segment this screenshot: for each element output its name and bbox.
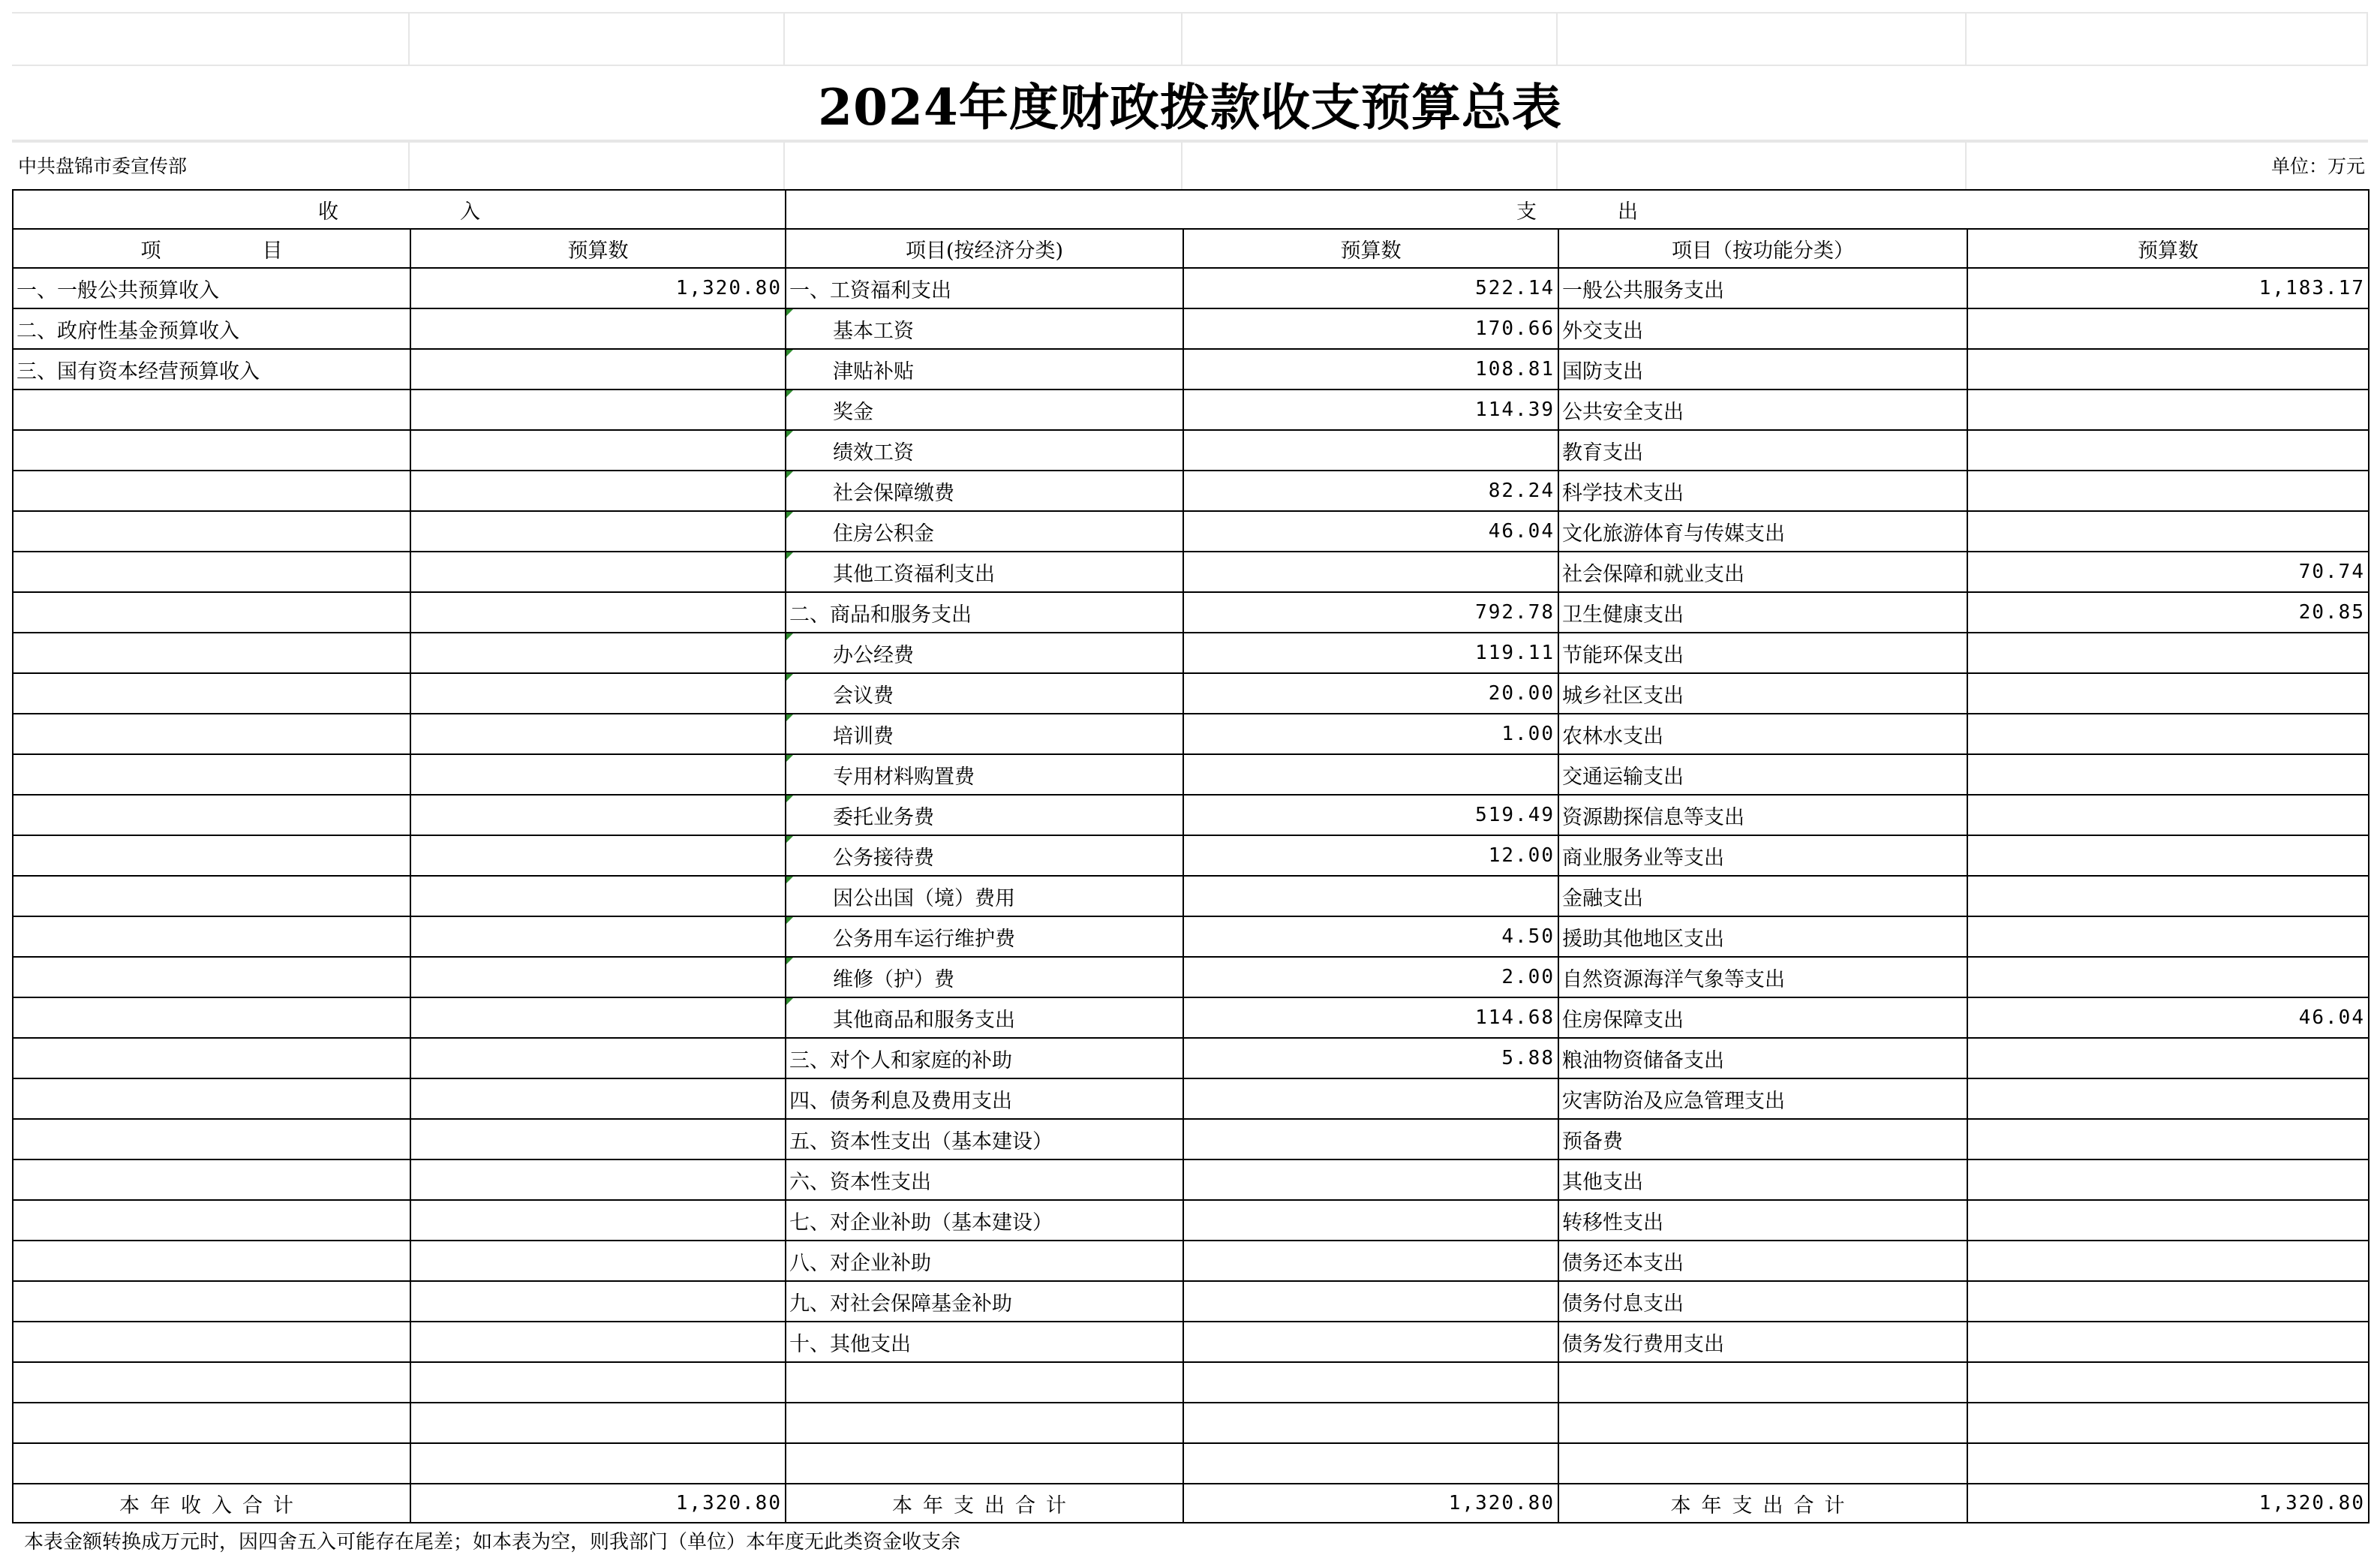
table-row <box>13 511 2369 552</box>
func-value-cell <box>1967 1200 2369 1241</box>
income-value-cell <box>410 1281 786 1322</box>
income-item-cell: 三、国有资本经营预算收入 <box>13 349 410 389</box>
econ-value-cell <box>1183 1119 1558 1159</box>
func-item-cell: 社会保障和就业支出 <box>1558 552 1967 592</box>
income-item-cell: 二、政府性基金预算收入 <box>13 308 410 349</box>
func-item-cell: 交通运输支出 <box>1558 754 1967 795</box>
func-item-cell: 债务付息支出 <box>1558 1281 1967 1322</box>
page-title: 2024年度财政拨款收支预算总表 <box>818 77 1562 137</box>
func-item-cell: 援助其他地区支出 <box>1558 916 1967 957</box>
income-item-cell <box>13 957 410 997</box>
totals-row <box>13 1484 2369 1523</box>
table-row <box>13 795 2369 835</box>
func-budget-header: 预算数 <box>1967 229 2369 268</box>
table-row <box>13 430 2369 471</box>
econ-item-cell: 办公经费 <box>786 633 1183 673</box>
econ-item-cell: 五、资本性支出（基本建设） <box>786 1119 1183 1159</box>
table-row <box>13 308 2369 349</box>
income-item-cell <box>13 389 410 430</box>
func-item-cell: 粮油物资储备支出 <box>1558 1038 1967 1078</box>
func-value-cell <box>1967 1119 2369 1159</box>
func-value-cell: 70.74 <box>1967 552 2369 592</box>
econ-item-cell: 公务用车运行维护费 <box>786 916 1183 957</box>
income-value-cell <box>410 308 786 349</box>
func-item-cell: 国防支出 <box>1558 349 1967 389</box>
econ-value-cell <box>1183 1241 1558 1281</box>
income-item-cell <box>13 714 410 754</box>
econ-item-cell: 一、工资福利支出 <box>786 268 1183 308</box>
income-item-cell <box>13 835 410 876</box>
func-value-cell <box>1967 349 2369 389</box>
econ-item-cell: 专用材料购置费 <box>786 754 1183 795</box>
income-item-cell <box>13 1362 410 1403</box>
footnote: 本表金额转换成万元时，因四舍五入可能存在尾差；如本表为空，则我部门（单位）本年度无此类资金收支余 <box>24 1531 961 1553</box>
econ-value-cell: 522.14 <box>1183 268 1558 308</box>
econ-item-cell: 绩效工资 <box>786 430 1183 471</box>
income-item-cell <box>13 1159 410 1200</box>
table-row <box>13 876 2369 916</box>
income-item-cell <box>13 430 410 471</box>
table-row <box>13 633 2369 673</box>
income-item-cell <box>13 673 410 714</box>
econ-value-cell: 119.11 <box>1183 633 1558 673</box>
func-value-cell: 1,183.17 <box>1967 268 2369 308</box>
func-value-cell <box>1967 389 2369 430</box>
income-group-header: 收 入 <box>13 190 786 229</box>
func-value-cell <box>1967 1281 2369 1322</box>
table-row <box>13 471 2369 511</box>
econ-item-cell: 因公出国（境）费用 <box>786 876 1183 916</box>
func-item-cell: 其他支出 <box>1558 1159 1967 1200</box>
income-item-cell <box>13 1200 410 1241</box>
econ-item-cell: 其他商品和服务支出 <box>786 997 1183 1038</box>
income-value-cell <box>410 1159 786 1200</box>
table-row <box>13 1119 2369 1159</box>
func-item-cell: 公共安全支出 <box>1558 389 1967 430</box>
func-item-cell: 自然资源海洋气象等支出 <box>1558 957 1967 997</box>
func-item-cell: 商业服务业等支出 <box>1558 835 1967 876</box>
func-item-cell <box>1558 1443 1967 1484</box>
table-row <box>13 916 2369 957</box>
econ-item-cell: 六、资本性支出 <box>786 1159 1183 1200</box>
func-value-cell <box>1967 957 2369 997</box>
func-value-cell <box>1967 1241 2369 1281</box>
func-item-cell: 文化旅游体育与传媒支出 <box>1558 511 1967 552</box>
func-item-cell <box>1558 1403 1967 1443</box>
func-value-cell <box>1967 308 2369 349</box>
column-header-row <box>13 229 2369 268</box>
table-row <box>13 1322 2369 1362</box>
income-item-cell <box>13 592 410 633</box>
econ-value-cell <box>1183 1281 1558 1322</box>
func-item-cell: 外交支出 <box>1558 308 1967 349</box>
table-row <box>13 1362 2369 1403</box>
func-value-cell <box>1967 1443 2369 1484</box>
income-value-cell <box>410 389 786 430</box>
func-value-cell <box>1967 1159 2369 1200</box>
table-row <box>13 1241 2369 1281</box>
grid-cell <box>1558 143 1967 189</box>
income-value-cell <box>410 1119 786 1159</box>
func-value-cell <box>1967 714 2369 754</box>
econ-item-cell: 奖金 <box>786 389 1183 430</box>
func-value-cell <box>1967 633 2369 673</box>
econ-item-cell: 二、商品和服务支出 <box>786 592 1183 633</box>
table-row <box>13 268 2369 308</box>
func-value-cell: 46.04 <box>1967 997 2369 1038</box>
func-value-cell <box>1967 511 2369 552</box>
income-value-cell <box>410 1078 786 1119</box>
income-item-cell <box>13 471 410 511</box>
econ-item-header: 项目(按经济分类) <box>786 229 1183 268</box>
econ-value-cell: 4.50 <box>1183 916 1558 957</box>
econ-value-cell: 792.78 <box>1183 592 1558 633</box>
func-item-cell: 节能环保支出 <box>1558 633 1967 673</box>
func-value-cell <box>1967 430 2369 471</box>
func-value-cell <box>1967 673 2369 714</box>
table-row <box>13 1281 2369 1322</box>
income-item-cell <box>13 552 410 592</box>
func-item-cell: 债务发行费用支出 <box>1558 1322 1967 1362</box>
income-budget-header: 预算数 <box>410 229 786 268</box>
econ-total-value: 1,320.80 <box>1183 1484 1558 1523</box>
econ-item-cell: 委托业务费 <box>786 795 1183 835</box>
income-value-cell <box>410 471 786 511</box>
func-value-cell <box>1967 1403 2369 1443</box>
income-value-cell <box>410 876 786 916</box>
table-row <box>13 1078 2369 1119</box>
income-value-cell <box>410 1443 786 1484</box>
income-item-cell <box>13 1038 410 1078</box>
econ-item-cell: 七、对企业补助（基本建设） <box>786 1200 1183 1241</box>
func-item-cell: 农林水支出 <box>1558 714 1967 754</box>
func-item-cell <box>1558 1362 1967 1403</box>
income-item-cell <box>13 1403 410 1443</box>
econ-value-cell: 46.04 <box>1183 511 1558 552</box>
table-row <box>13 1159 2369 1200</box>
expense-group-header: 支 出 <box>786 190 2369 229</box>
table-row <box>13 1200 2369 1241</box>
table-row <box>13 997 2369 1038</box>
table-row <box>13 957 2369 997</box>
table-row <box>13 754 2369 795</box>
income-item-cell <box>13 1119 410 1159</box>
table-row <box>13 1038 2369 1078</box>
func-item-cell: 住房保障支出 <box>1558 997 1967 1038</box>
income-item-cell <box>13 916 410 957</box>
econ-value-cell: 519.49 <box>1183 795 1558 835</box>
func-item-cell: 灾害防治及应急管理支出 <box>1558 1078 1967 1119</box>
func-total-value: 1,320.80 <box>1967 1484 2369 1523</box>
grid-cell <box>410 143 785 189</box>
income-value-cell <box>410 592 786 633</box>
econ-value-cell: 114.68 <box>1183 997 1558 1038</box>
econ-value-cell: 20.00 <box>1183 673 1558 714</box>
econ-item-cell <box>786 1403 1183 1443</box>
func-value-cell <box>1967 1038 2369 1078</box>
grid-cell <box>785 143 1182 189</box>
econ-value-cell <box>1183 1200 1558 1241</box>
econ-item-cell <box>786 1443 1183 1484</box>
income-value-cell <box>410 633 786 673</box>
econ-item-cell: 公务接待费 <box>786 835 1183 876</box>
econ-value-cell <box>1183 430 1558 471</box>
blank-row <box>12 12 2368 66</box>
func-item-cell: 教育支出 <box>1558 430 1967 471</box>
econ-item-cell: 培训费 <box>786 714 1183 754</box>
econ-budget-header: 预算数 <box>1183 229 1558 268</box>
income-item-cell <box>13 1322 410 1362</box>
table-row <box>13 673 2369 714</box>
func-item-cell: 金融支出 <box>1558 876 1967 916</box>
econ-value-cell <box>1183 1403 1558 1443</box>
func-item-cell: 一般公共服务支出 <box>1558 268 1967 308</box>
income-value-cell <box>410 1038 786 1078</box>
func-value-cell <box>1967 754 2369 795</box>
econ-value-cell: 170.66 <box>1183 308 1558 349</box>
income-value-cell <box>410 1362 786 1403</box>
income-value-cell <box>410 916 786 957</box>
table-row <box>13 1403 2369 1443</box>
grid-cell <box>1967 14 2368 65</box>
econ-value-cell: 2.00 <box>1183 957 1558 997</box>
econ-value-cell: 114.39 <box>1183 389 1558 430</box>
income-value-cell <box>410 1200 786 1241</box>
func-value-cell <box>1967 1322 2369 1362</box>
income-item-cell <box>13 1443 410 1484</box>
income-item-cell: 一、一般公共预算收入 <box>13 268 410 308</box>
organization-name: 中共盘锦市委宣传部 <box>18 155 188 177</box>
func-item-cell: 城乡社区支出 <box>1558 673 1967 714</box>
table-row <box>13 1443 2369 1484</box>
econ-value-cell: 12.00 <box>1183 835 1558 876</box>
econ-item-cell: 八、对企业补助 <box>786 1241 1183 1281</box>
table-row <box>13 714 2369 754</box>
econ-value-cell: 82.24 <box>1183 471 1558 511</box>
income-value-cell <box>410 835 786 876</box>
spreadsheet <box>12 12 2368 1553</box>
econ-value-cell: 5.88 <box>1183 1038 1558 1078</box>
unit-label: 单位：万元 <box>2270 155 2365 177</box>
income-value-cell <box>410 754 786 795</box>
income-value-cell <box>410 795 786 835</box>
income-item-cell <box>13 997 410 1038</box>
table-row <box>13 592 2369 633</box>
budget-table <box>12 189 2369 1523</box>
econ-item-cell: 住房公积金 <box>786 511 1183 552</box>
func-value-cell <box>1967 876 2369 916</box>
econ-value-cell <box>1183 1362 1558 1403</box>
table-row <box>13 389 2369 430</box>
grid-cell <box>1558 14 1967 65</box>
title-row <box>12 66 2368 141</box>
income-value-cell <box>410 673 786 714</box>
econ-item-cell: 基本工资 <box>786 308 1183 349</box>
income-value-cell <box>410 957 786 997</box>
func-item-cell: 转移性支出 <box>1558 1200 1967 1241</box>
income-value-cell <box>410 1241 786 1281</box>
income-item-cell <box>13 795 410 835</box>
meta-row <box>12 141 2368 189</box>
econ-value-cell: 108.81 <box>1183 349 1558 389</box>
func-item-cell: 债务还本支出 <box>1558 1241 1967 1281</box>
econ-item-cell: 社会保障缴费 <box>786 471 1183 511</box>
func-value-cell <box>1967 471 2369 511</box>
table-row <box>13 835 2369 876</box>
income-item-cell <box>13 754 410 795</box>
table-row <box>13 552 2369 592</box>
group-header-row <box>13 190 2369 229</box>
econ-value-cell <box>1183 1159 1558 1200</box>
func-item-cell: 科学技术支出 <box>1558 471 1967 511</box>
grid-cell <box>785 14 1182 65</box>
income-value-cell <box>410 1322 786 1362</box>
econ-value-cell: 1.00 <box>1183 714 1558 754</box>
econ-item-cell: 四、债务利息及费用支出 <box>786 1078 1183 1119</box>
func-value-cell <box>1967 835 2369 876</box>
grid-cell <box>12 14 410 65</box>
econ-value-cell <box>1183 1322 1558 1362</box>
econ-value-cell <box>1183 754 1558 795</box>
func-item-cell: 资源勘探信息等支出 <box>1558 795 1967 835</box>
income-value-cell <box>410 1403 786 1443</box>
func-item-header: 项目（按功能分类） <box>1558 229 1967 268</box>
econ-total-label: 本年支出合计 <box>786 1484 1183 1523</box>
econ-item-cell: 九、对社会保障基金补助 <box>786 1281 1183 1322</box>
income-value-cell <box>410 997 786 1038</box>
income-value-cell <box>410 430 786 471</box>
income-item-cell <box>13 1241 410 1281</box>
func-value-cell <box>1967 795 2369 835</box>
econ-value-cell <box>1183 1078 1558 1119</box>
income-value-cell <box>410 349 786 389</box>
econ-item-cell: 三、对个人和家庭的补助 <box>786 1038 1183 1078</box>
grid-cell <box>410 14 785 65</box>
func-value-cell <box>1967 1078 2369 1119</box>
income-value-cell <box>410 511 786 552</box>
income-value-cell: 1,320.80 <box>410 268 786 308</box>
econ-item-cell <box>786 1362 1183 1403</box>
income-item-cell <box>13 511 410 552</box>
econ-item-cell: 津贴补贴 <box>786 349 1183 389</box>
func-total-label: 本年支出合计 <box>1558 1484 1967 1523</box>
income-item-cell <box>13 633 410 673</box>
income-item-cell <box>13 876 410 916</box>
grid-cell <box>1182 143 1558 189</box>
econ-item-cell: 会议费 <box>786 673 1183 714</box>
econ-value-cell <box>1183 552 1558 592</box>
income-value-cell <box>410 552 786 592</box>
econ-item-cell: 十、其他支出 <box>786 1322 1183 1362</box>
func-value-cell <box>1967 1362 2369 1403</box>
econ-item-cell: 其他工资福利支出 <box>786 552 1183 592</box>
func-item-cell: 预备费 <box>1558 1119 1967 1159</box>
income-item-cell <box>13 1078 410 1119</box>
econ-item-cell: 维修（护）费 <box>786 957 1183 997</box>
econ-value-cell <box>1183 876 1558 916</box>
income-item-header: 项 目 <box>13 229 410 268</box>
income-total-label: 本年收入合计 <box>13 1484 410 1523</box>
income-total-value: 1,320.80 <box>410 1484 786 1523</box>
table-row <box>13 349 2369 389</box>
income-item-cell <box>13 1281 410 1322</box>
income-value-cell <box>410 714 786 754</box>
func-value-cell: 20.85 <box>1967 592 2369 633</box>
func-item-cell: 卫生健康支出 <box>1558 592 1967 633</box>
grid-cell <box>1182 14 1558 65</box>
econ-value-cell <box>1183 1443 1558 1484</box>
func-value-cell <box>1967 916 2369 957</box>
